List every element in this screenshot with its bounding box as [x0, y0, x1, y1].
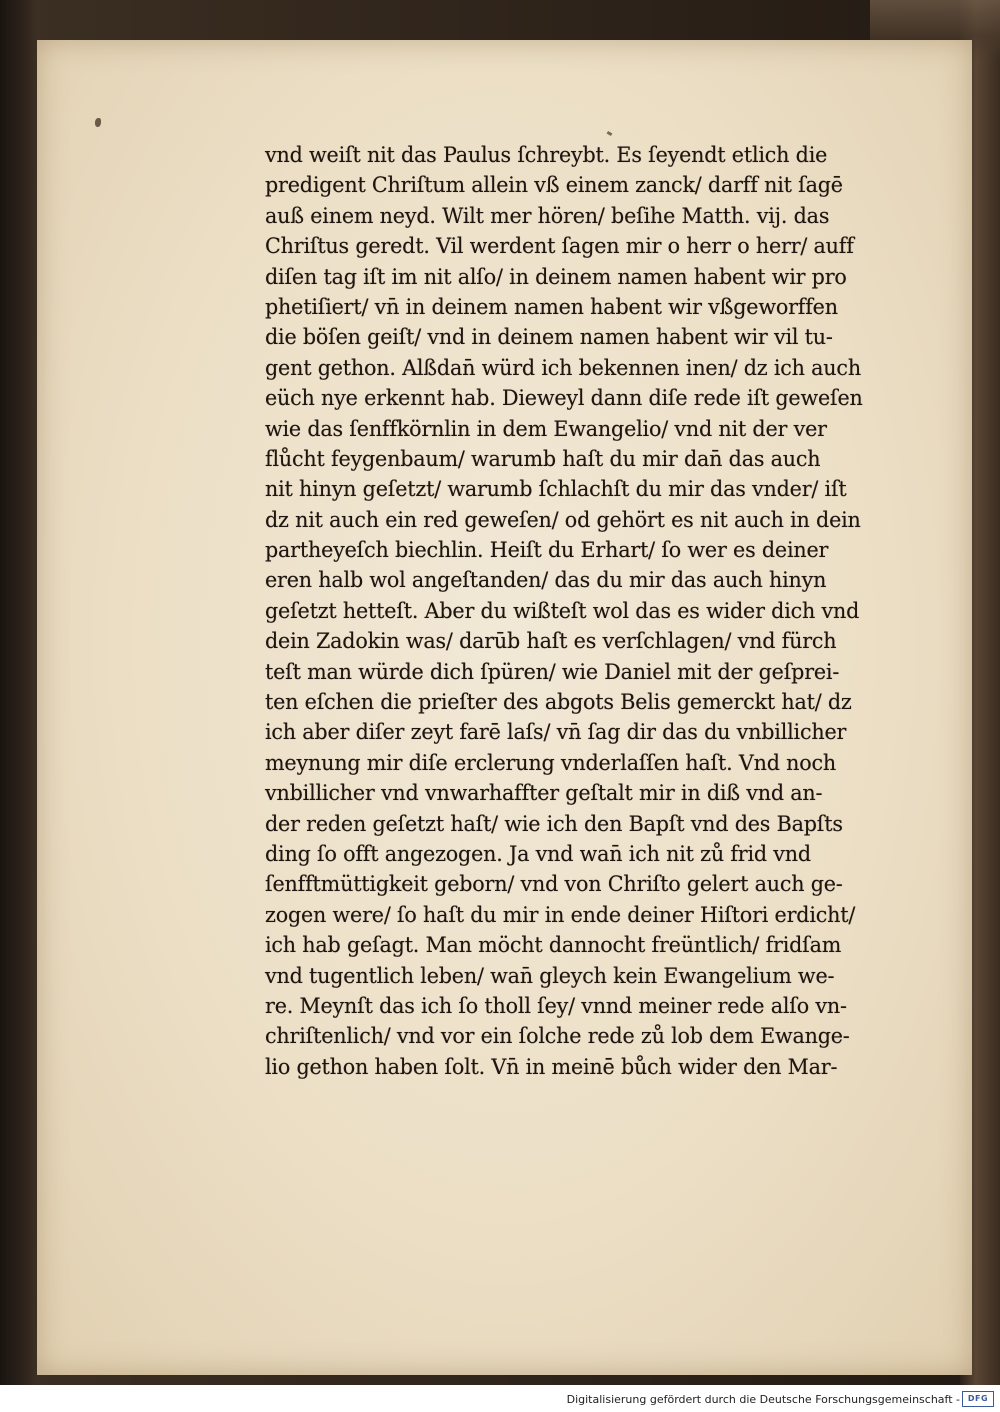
text-line: eüch nye erkennt hab. Dieweyl dann diſe rede iſt geweſen — [265, 386, 863, 411]
text-line: dz nit auch ein red geweſen/ od gehört es nit auch in dein — [265, 507, 861, 532]
text-line: re. Meynſt das ich ſo tholl ſey/ vnnd meiner rede alſo vn- — [265, 993, 847, 1018]
text-line: eren halb wol angeſtanden/ das du mir das auch hinyn — [265, 568, 827, 593]
text-line: ich aber diſer zeyt farē laſs/ vn̄ ſag dir das du vnbillicher — [265, 720, 847, 745]
ink-tick — [607, 131, 613, 136]
text-line: ich hab geſagt. Man möcht dannocht freüntlich/ fridſam — [265, 933, 842, 958]
text-line: geſetzt hetteſt. Aber du wißteſt wol das es wider dich vnd — [265, 598, 860, 623]
text-line: wie das ſenffkörnlin in dem Ewangelio/ vnd nit der ver — [265, 416, 827, 441]
funding-credit: Digitalisierung gefördert durch die Deutsche Forschungsgemeinschaft - — [566, 1393, 960, 1406]
text-line: phetiſiert/ vn̄ in deinem namen habent wir vßgeworffen — [265, 294, 838, 319]
ink-spot — [95, 118, 101, 127]
text-line: chriſtenlich/ vnd vor ein ſolche rede zů lob dem Ewange- — [265, 1024, 850, 1049]
text-line: flůcht feygenbaum/ warumb haſt du mir dan̄ das auch — [265, 446, 821, 471]
text-line: der reden geſetzt haſt/ wie ich den Bapſt vnd des Bapſts — [265, 811, 843, 836]
text-line: ding ſo offt angezogen. Ja vnd wan̄ ich nit zů frid vnd — [265, 841, 811, 866]
dfg-logo: DFG — [962, 1391, 994, 1407]
text-line: die böſen geiſt/ vnd in deinem namen habent wir vil tu- — [265, 325, 833, 350]
footer-bar — [0, 1385, 1000, 1412]
text-line: vnd weiſt nit das Paulus ſchreybt. Es ſeyendt etlich die — [265, 143, 828, 167]
text-line: auß einem neyd. Wilt mer hören/ beſihe Matth. vij. das — [265, 203, 830, 228]
text-line: nit hinyn geſetzt/ warumb ſchlachſt du mir das vnder/ iſt — [265, 477, 847, 502]
text-line: ten eſchen die prieſter des abgots Belis gemerckt hat/ dz — [265, 690, 852, 715]
text-line: meynung mir diſe erclerung vnderlaſſen haſt. Vnd noch — [265, 750, 837, 775]
text-line: gent gethon. Alßdan̄ würd ich bekennen inen/ dz ich auch — [265, 355, 861, 380]
body-text — [265, 140, 925, 1082]
text-line: teſt man würde dich ſpüren/ wie Daniel mit der geſprei- — [265, 659, 840, 684]
text-line: lio gethon haben ſolt. Vn̄ in meinē bůch wider den Mar- — [265, 1054, 838, 1079]
text-line: dein Zadokin was/ darūb haſt es verſchlagen/ vnd fürch — [265, 629, 837, 654]
text-line: predigent Chriſtum allein vß einem zanck/ darff nit ſagē — [265, 173, 843, 198]
text-line: vnbillicher vnd vnwarhaffter geſtalt mir in diß vnd an- — [265, 781, 823, 806]
text-line: partheyeſch biechlin. Heiſt du Erhart/ ſo wer es deiner — [265, 538, 829, 563]
text-line: ſenfftmüttigkeit geborn/ vnd von Chriſto gelert auch ge- — [265, 872, 843, 897]
text-line: diſen tag iſt im nit alſo/ in deinem namen habent wir pro — [265, 264, 847, 289]
text-line: zogen were/ ſo haſt du mir in ende deiner Hiſtori erdicht/ — [265, 902, 856, 927]
text-line: vnd tugentlich leben/ wan̄ gleych kein Ewangelium we- — [265, 963, 835, 988]
text-line: Chriſtus geredt. Vil werdent ſagen mir o herr o herr/ auff — [265, 234, 854, 259]
